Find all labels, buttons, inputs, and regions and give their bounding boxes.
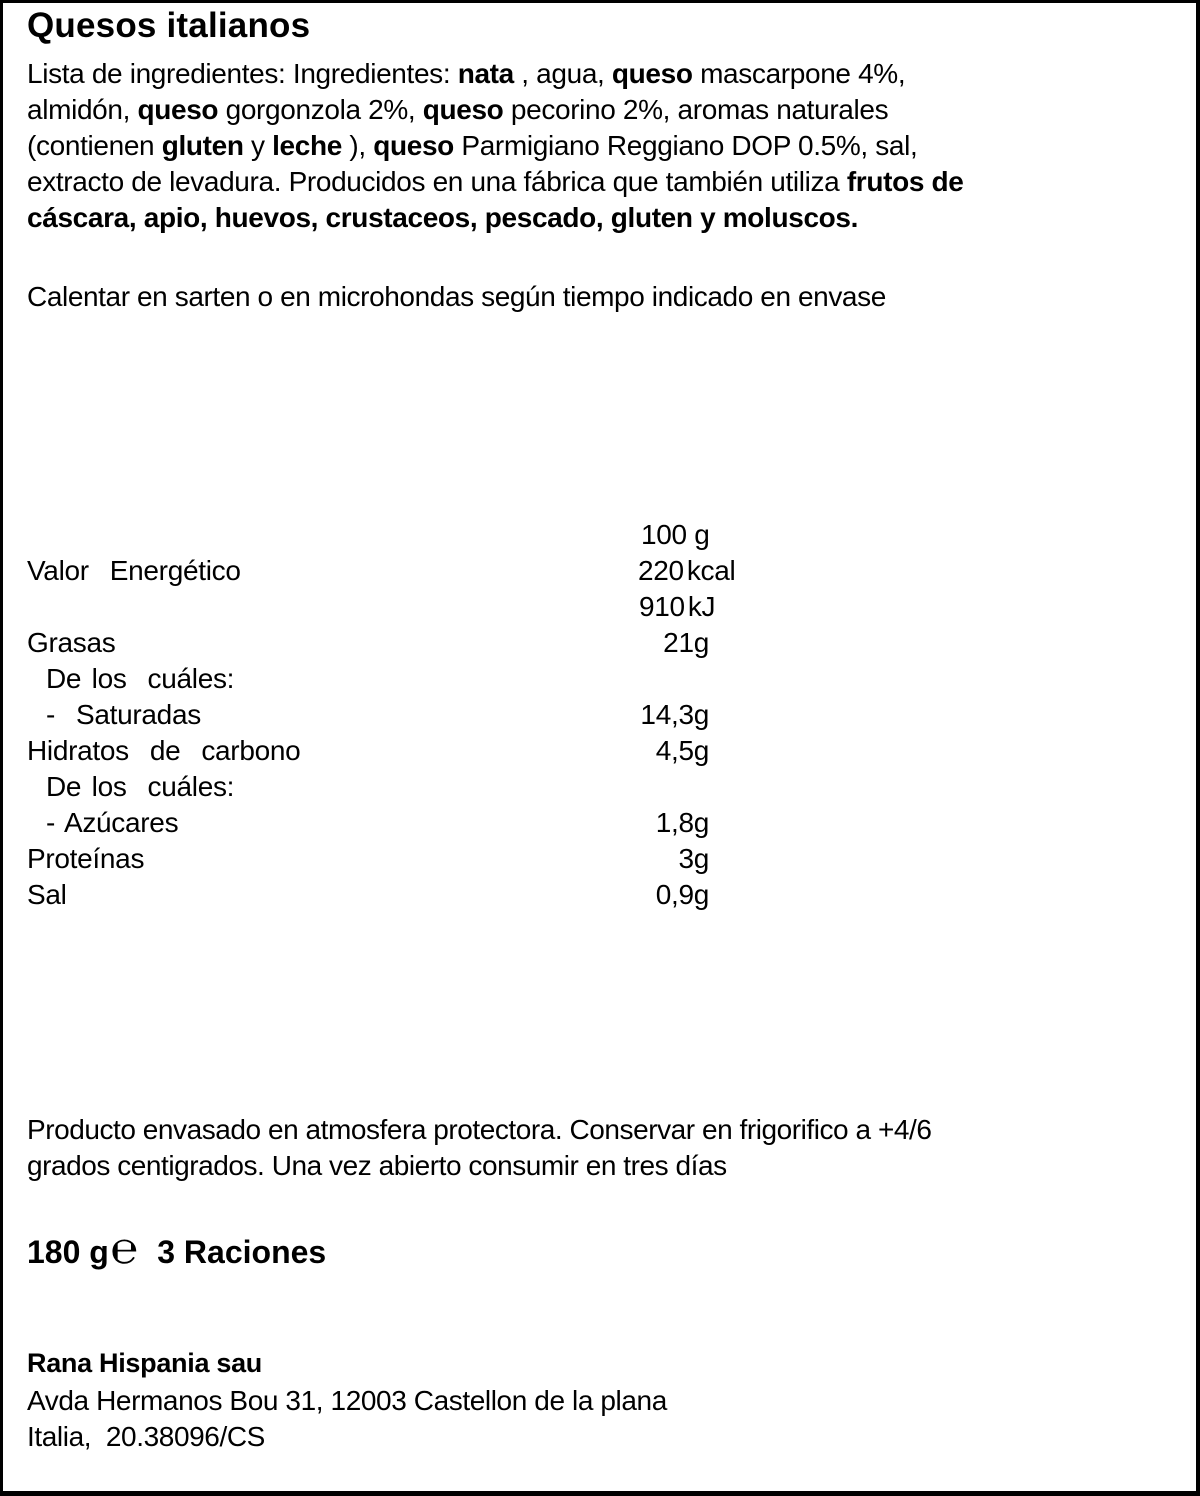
nutrition-row-fat-of-which: [27, 661, 787, 697]
address-line: Italia, 20.38096/CS: [27, 1421, 265, 1452]
nutrition-row-energy-kcal: [27, 553, 787, 589]
nutrition-value: 220 kcal: [638, 555, 736, 586]
ingredient-text: gorgonzola 2%,: [218, 94, 423, 125]
nutrition-row-sugars: [27, 805, 787, 841]
ingredient-text: (contienen: [27, 130, 162, 161]
nutrition-row-carbohydrates: [27, 733, 787, 769]
nutrition-header-per-100g: 100 g: [641, 519, 710, 550]
ingredient-text: extracto de levadura. Producidos en una fábrica que también utiliza: [27, 166, 847, 197]
nutrition-label: - Azúcares: [46, 807, 179, 838]
ingredient-highlight: queso: [611, 58, 693, 89]
ingredients-line: [27, 200, 1147, 236]
ingredients-line: [27, 56, 1147, 92]
nutrition-row-salt: [27, 877, 787, 913]
ingredient-text: Parmigiano Reggiano DOP 0.5%, sal,: [453, 130, 918, 161]
nutrition-label: Grasas: [27, 627, 116, 658]
ingredients-line: [27, 128, 1147, 164]
nutrition-label: De los cuáles:: [46, 663, 235, 694]
ingredient-highlight: leche: [272, 130, 342, 161]
address-line: Avda Hermanos Bou 31, 12003 Castellon de la plana: [27, 1385, 667, 1416]
nutrition-row-energy-kj: [27, 589, 787, 625]
nutrition-row-carbs-of-which: [27, 769, 787, 805]
nutrition-value: 3g: [678, 843, 709, 874]
ingredient-highlight: gluten: [161, 130, 244, 161]
ingredient-highlight: nata: [457, 58, 514, 89]
company-address: [27, 1383, 667, 1455]
ingredient-highlight: frutos de: [846, 166, 964, 197]
nutrition-value: 4,5g: [655, 735, 709, 766]
nutrition-table: [27, 517, 787, 913]
storage-line: grados centigrados. Una vez abierto consumir en tres días: [27, 1150, 727, 1181]
nutrition-label: Sal: [27, 879, 67, 910]
ingredient-text: y: [243, 130, 273, 161]
nutrition-label: Hidratos de carbono: [27, 735, 301, 766]
ingredient-text: ),: [341, 130, 374, 161]
storage-instructions: [27, 1112, 931, 1184]
net-weight: 180 g: [27, 1234, 109, 1270]
storage-line: Producto envasado en atmosfera protectora. Conservar en frigorifico a +4/6: [27, 1114, 932, 1145]
nutrition-value: 21g: [663, 627, 709, 658]
ingredients-line: [27, 92, 1147, 128]
estimated-sign-icon: ℮: [110, 1223, 138, 1274]
nutrition-label: Valor Energético: [27, 555, 241, 586]
nutrition-label: De los cuáles:: [46, 771, 235, 802]
ingredients-list: [27, 56, 1147, 236]
nutrition-row-protein: [27, 841, 787, 877]
portions: 3 Raciones: [157, 1234, 327, 1270]
ingredient-highlight: cáscara, apio, huevos, crustaceos, pescado, gluten y moluscos.: [27, 202, 859, 233]
ingredient-text: pecorino 2%, aromas naturales: [503, 94, 889, 125]
usage-instructions: Calentar en sarten o en microhondas según tiempo indicado en envase: [27, 281, 886, 312]
nutrition-header-row: [27, 517, 787, 553]
nutrition-value: 0,9g: [655, 879, 709, 910]
nutrition-row-saturated: [27, 697, 787, 733]
ingredient-text: mascarpone 4%,: [692, 58, 906, 89]
nutrition-value: 910 kJ: [639, 591, 716, 622]
ingredients-line: [27, 164, 1147, 200]
nutrition-row-fat: [27, 625, 787, 661]
nutrition-value: 14,3g: [640, 699, 709, 730]
product-title: Quesos italianos: [27, 6, 311, 45]
ingredient-text: , agua,: [513, 58, 612, 89]
nutrition-value: 1,8g: [655, 807, 709, 838]
ingredient-highlight: queso: [373, 130, 454, 161]
net-weight-line: [27, 1223, 327, 1274]
ingredient-highlight: queso: [422, 94, 504, 125]
ingredient-highlight: queso: [137, 94, 219, 125]
ingredient-text: almidón,: [27, 94, 138, 125]
nutrition-label: Proteínas: [27, 843, 145, 874]
nutrition-label: - Saturadas: [46, 699, 201, 730]
company-name: Rana Hispania sau: [27, 1348, 262, 1378]
ingredient-text: Lista de ingredientes: Ingredientes:: [27, 58, 458, 89]
